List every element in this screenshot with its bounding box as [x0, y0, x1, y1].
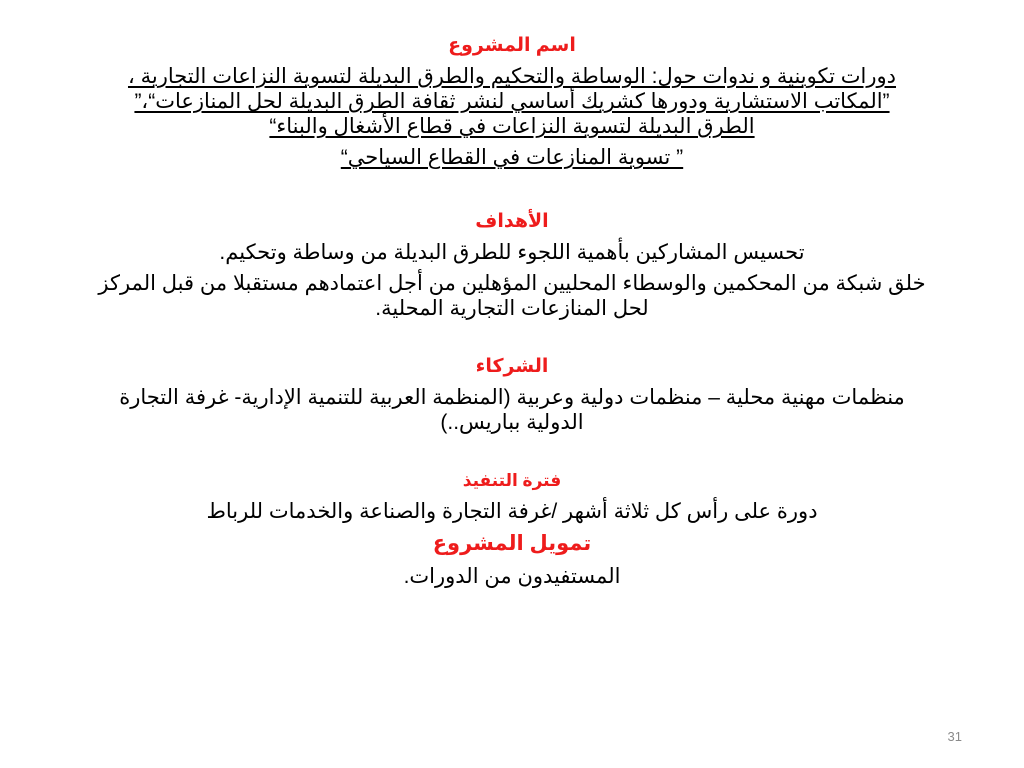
- objective-item-2-line-1: خلق شبكة من المحكمين والوسطاء المحليين المؤهلين من أجل اعتمادهم مستقبلا من قبل المركز: [98, 272, 926, 295]
- objectives-heading: الأهداف: [475, 211, 549, 232]
- project-name-heading: اسم المشروع: [448, 35, 576, 56]
- objective-item-2-line-2: لحل المنازعات التجارية المحلية.: [375, 297, 649, 320]
- project-name-line-3: الطرق البديلة لتسوية النزاعات في قطاع الأشغال والبناء“: [269, 115, 755, 138]
- implementation-period-section: [40, 469, 984, 524]
- partners-heading: الشركاء: [475, 356, 549, 377]
- partners-line-1: منظمات مهنية محلية – منظمات دولية وعربية (المنظمة العربية للتنمية الإدارية- غرفة التجارة: [119, 386, 905, 409]
- project-name-section: [40, 34, 984, 170]
- implementation-period-text: دورة على رأس كل ثلاثة أشهر /غرفة التجارة والصناعة والخدمات للرباط: [206, 500, 818, 523]
- implementation-period-heading: فترة التنفيذ: [462, 471, 562, 490]
- project-name-line-2: ”المكاتب الاستشارية ودورها كشريك أساسي لنشر ثقافة الطرق البديلة لحل المنازعات“،”: [134, 90, 890, 113]
- objective-item-1: تحسيس المشاركين بأهمية اللجوء للطرق البديلة من وساطة وتحكيم.: [219, 241, 805, 264]
- funding-heading: تمويل المشروع: [432, 532, 592, 555]
- partners-section: [40, 355, 984, 435]
- partners-line-2: الدولية بباريس..): [440, 411, 584, 434]
- funding-text: المستفيدون من الدورات.: [403, 565, 621, 588]
- project-name-line-1: دورات تكوينية و ندوات حول: الوساطة والتحكيم والطرق البديلة لتسوية النزاعات التجارية ،: [127, 65, 896, 88]
- funding-section: [40, 530, 984, 589]
- page-number: 31: [947, 729, 962, 744]
- objectives-section: [40, 210, 984, 321]
- project-name-line-4: ” تسوية المنازعات في القطاع السياحي“: [340, 146, 684, 169]
